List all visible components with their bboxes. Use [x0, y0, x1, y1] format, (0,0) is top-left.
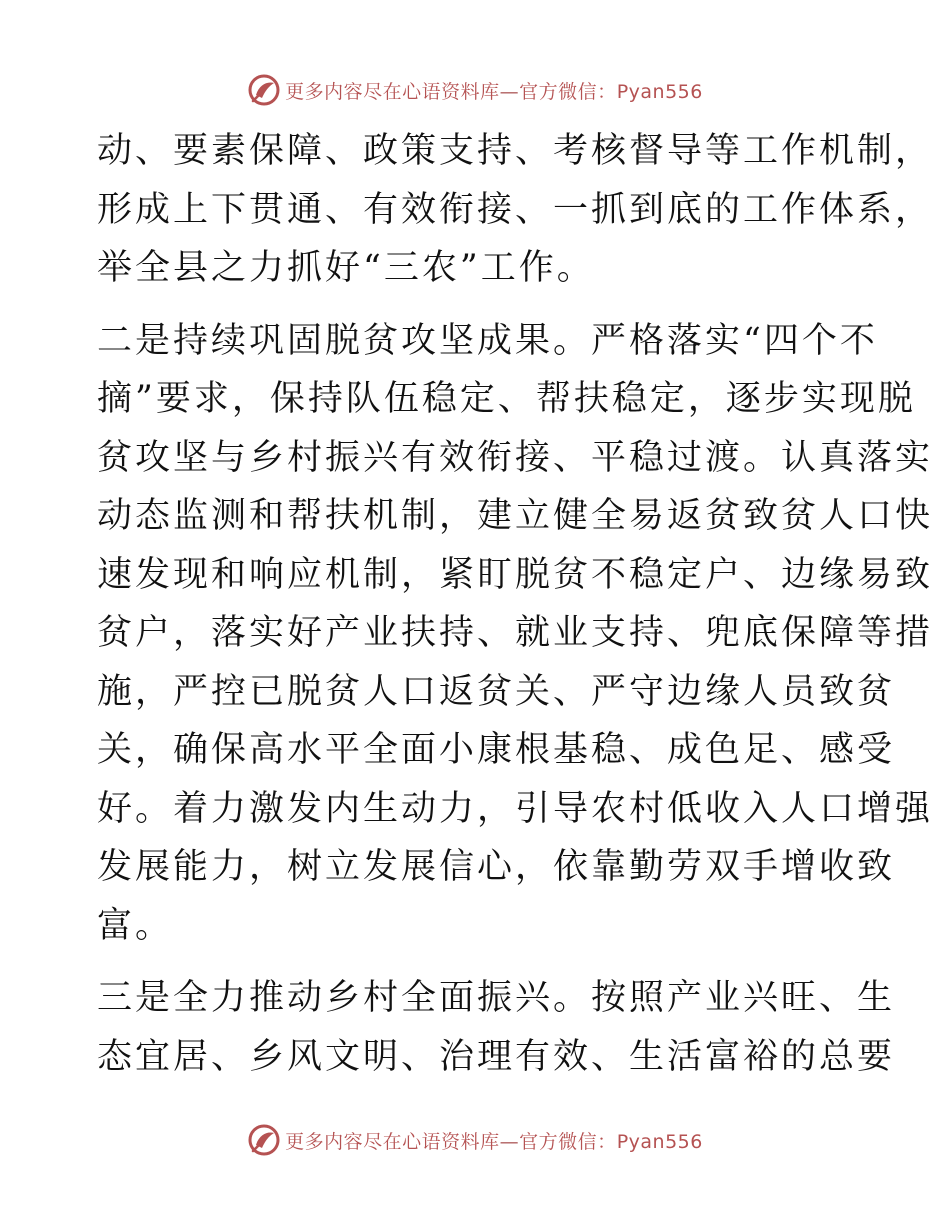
paragraph	[97, 969, 896, 1086]
text-line: 摘”要求，保持队伍稳定、帮扶稳定，逐步实现脱	[97, 379, 916, 419]
text-line: 施，严控已脱贫人口返贫关、严守边缘人员致贫	[97, 671, 896, 712]
text-line: 动、要素保障、政策支持、考核督导等工作机制，	[97, 131, 934, 171]
text-line: 速发现和响应机制，紧盯脱贫不稳定户、边缘易致	[97, 554, 934, 595]
text-line: 态宜居、乡风文明、治理有效、生活富裕的总要	[97, 1036, 896, 1077]
text-line: 三是全力推动乡村全面振兴。按照产业兴旺、生	[97, 978, 896, 1018]
footer-text	[285, 1127, 703, 1154]
footer-wechat-id: Pyan556	[616, 1130, 703, 1153]
text-line: 发展能力，树立发展信心，依靠勤劳双手增收致	[97, 847, 896, 887]
text-line: 关，确保高水平全面小康根基稳、成色足、感受	[97, 730, 896, 770]
brand-logo-icon	[247, 73, 281, 107]
footer-channel-text: 官方微信：	[519, 1130, 617, 1153]
paragraph	[97, 312, 934, 956]
brand-logo-icon	[247, 1123, 281, 1157]
text-line: 贫攻坚与乡村振兴有效衔接、平稳过渡。认真落实	[97, 437, 934, 478]
header-text	[285, 77, 703, 104]
text-line: 动态监测和帮扶机制，建立健全易返贫致贫人口快	[97, 496, 934, 536]
header-wechat-id: Pyan556	[616, 80, 703, 103]
document-body	[97, 122, 934, 1086]
header-main-text: 更多内容尽在心语资料库	[285, 80, 500, 103]
header-channel-text: 官方微信：	[519, 80, 617, 103]
text-line: 形成上下贯通、有效衔接、一抓到底的工作体系，	[97, 189, 934, 230]
footer-main-text: 更多内容尽在心语资料库	[285, 1130, 500, 1153]
footer-banner	[0, 1120, 950, 1160]
text-line: 举全县之力抓好“三农”工作。	[97, 248, 595, 288]
text-line: 二是持续巩固脱贫攻坚成果。严格落实“四个不	[97, 320, 878, 361]
header-banner	[0, 70, 950, 110]
text-line: 富。	[97, 905, 174, 946]
header-dash: —	[499, 80, 520, 103]
text-line: 贫户，落实好产业扶持、就业支持、兜底保障等措	[97, 613, 934, 653]
text-line: 好。着力激发内生动力，引导农村低收入人口增强	[97, 788, 934, 829]
footer-dash: —	[499, 1130, 520, 1153]
paragraph	[97, 122, 934, 298]
